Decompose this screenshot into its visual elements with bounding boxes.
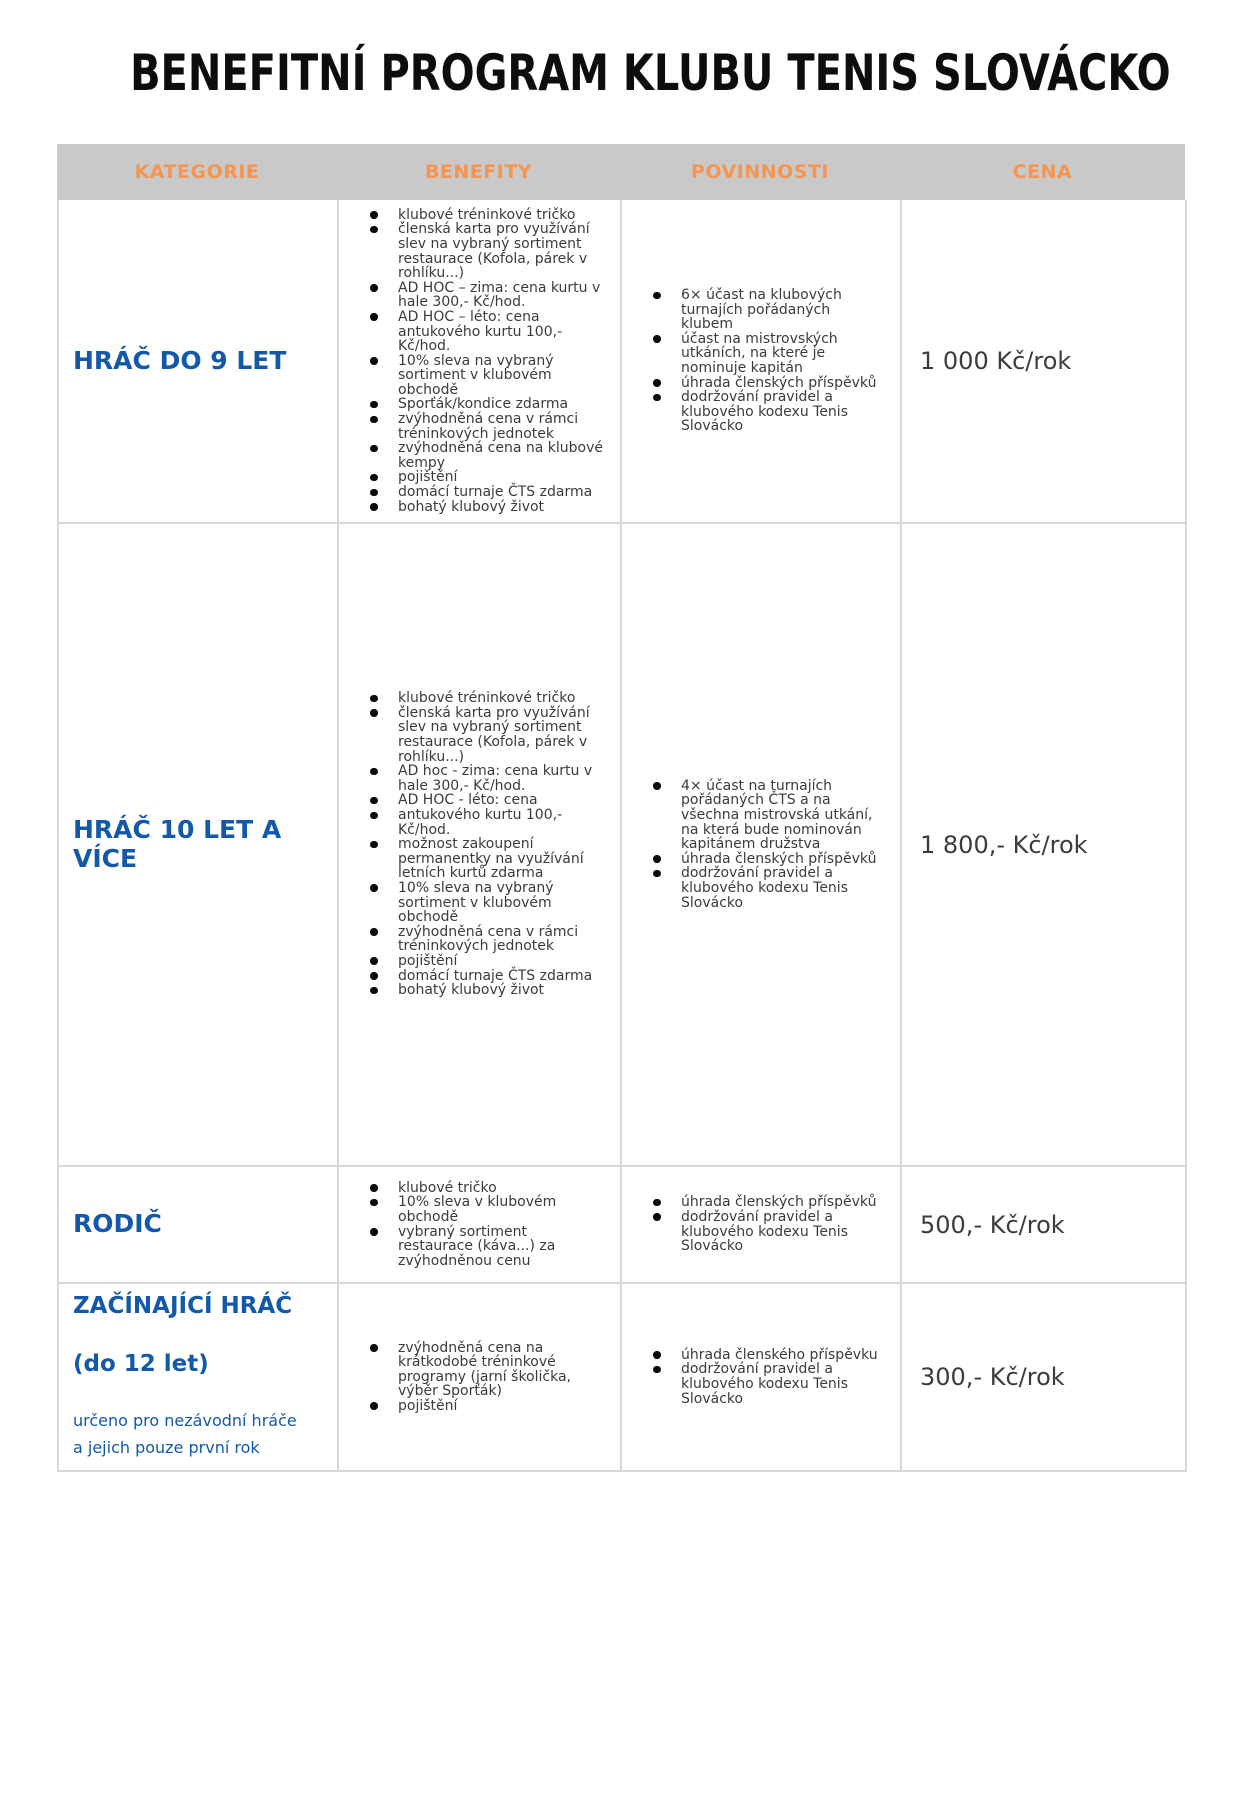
price-cell bbox=[902, 200, 1187, 524]
page-title: BENEFITNÍ PROGRAM KLUBU TENIS SLOVÁCKO bbox=[130, 44, 1171, 102]
benefit-item: klubové tréninkové tričko bbox=[369, 208, 604, 223]
duty-item: účast na mistrovských utkáních, na které je nominuje kapitán bbox=[652, 332, 884, 376]
benefit-item: pojištění bbox=[369, 1399, 604, 1414]
benefit-item: bohatý klubový život bbox=[369, 983, 604, 998]
benefit-item: členská karta pro využívání slev na vybraný sortiment restaurace (Kofola, párek v rohlíku...) bbox=[369, 706, 604, 764]
category-label: HRÁČ 10 LET A VÍCE bbox=[73, 814, 282, 873]
duties-cell bbox=[622, 1284, 902, 1472]
benefit-item: zvýhodněná cena v rámci tréninkových jednotek bbox=[369, 925, 604, 954]
duties-cell bbox=[622, 1167, 902, 1284]
benefits-cell bbox=[339, 1167, 622, 1284]
benefit-item: Sporťák/kondice zdarma bbox=[369, 397, 604, 412]
duty-item: úhrada členského příspěvku bbox=[652, 1348, 884, 1363]
duty-item: 6× účast na klubových turnajích pořádaných klubem bbox=[652, 288, 884, 332]
duties-list bbox=[622, 1191, 900, 1257]
duties-list bbox=[622, 1344, 900, 1410]
table-header-row bbox=[57, 144, 1185, 200]
benefit-item: 10% sleva na vybraný sortiment v klubovém obchodě bbox=[369, 881, 604, 925]
benefit-item: AD hoc - zima: cena kurtu v hale 300,- Kč/hod. bbox=[369, 764, 604, 793]
duty-item: úhrada členských příspěvků bbox=[652, 1195, 884, 1210]
category-block bbox=[59, 1285, 337, 1469]
benefit-item: 10% sleva v klubovém obchodě bbox=[369, 1195, 604, 1224]
category-note-line: a jejich pouze první rok bbox=[73, 1438, 260, 1457]
table-header-povinnosti: POVINNOSTI bbox=[690, 161, 829, 183]
benefits-list bbox=[339, 1177, 620, 1273]
price-value: 1 800,- Kč/rok bbox=[920, 830, 1088, 859]
benefit-item: možnost zakoupení permanentky na využívání letních kurtů zdarma bbox=[369, 837, 604, 881]
category-sublabel: (do 12 let) bbox=[73, 1351, 209, 1377]
table-header-cena: CENA bbox=[1012, 161, 1073, 183]
duty-item: dodržování pravidel a klubového kodexu Tenis Slovácko bbox=[652, 1362, 884, 1406]
benefit-item: zvýhodněná cena v rámci tréninkových jednotek bbox=[369, 412, 604, 441]
benefit-item: zvýhodněná cena na krátkodobé tréninkové programy (jarní školička, výběr Sporťák) bbox=[369, 1341, 604, 1399]
price-cell bbox=[902, 1284, 1187, 1472]
table-row bbox=[57, 200, 1185, 524]
duties-cell bbox=[622, 524, 902, 1167]
benefit-item: bohatý klubový život bbox=[369, 500, 604, 515]
table-header-kategorie: KATEGORIE bbox=[134, 161, 260, 183]
benefit-item: členská karta pro využívání slev na vybraný sortiment restaurace (Kofola, párek v rohlíku...) bbox=[369, 222, 604, 280]
benefit-item: AD HOC – zima: cena kurtu v hale 300,- Kč/hod. bbox=[369, 281, 604, 310]
duty-item: 4× účast na turnajích pořádaných ČTS a na všechna mistrovská utkání, na která bude nominován kapitánem družstva bbox=[652, 779, 884, 852]
duties-list bbox=[622, 284, 900, 438]
price-value: 1 000 Kč/rok bbox=[920, 347, 1072, 375]
category-label: ZAČÍNAJÍCÍ HRÁČ bbox=[73, 1293, 293, 1319]
price-value: 500,- Kč/rok bbox=[920, 1210, 1065, 1239]
category-note bbox=[73, 1407, 327, 1461]
table-row bbox=[57, 1284, 1185, 1472]
benefit-item: antukového kurtu 100,- Kč/hod. bbox=[369, 808, 604, 837]
table-header-benefity: BENEFITY bbox=[424, 161, 533, 183]
duty-item: úhrada členských příspěvků bbox=[652, 376, 884, 391]
benefits-list bbox=[339, 1337, 620, 1418]
benefit-item: 10% sleva na vybraný sortiment v klubovém obchodě bbox=[369, 354, 604, 398]
benefits-cell bbox=[339, 200, 622, 524]
benefits-list bbox=[339, 687, 620, 1001]
benefit-item: zvýhodněná cena na klubové kempy bbox=[369, 441, 604, 470]
duties-cell bbox=[622, 200, 902, 524]
duty-item: dodržování pravidel a klubového kodexu Tenis Slovácko bbox=[652, 866, 884, 910]
benefit-item: AD HOC - léto: cena bbox=[369, 793, 604, 808]
category-label: RODIČ bbox=[73, 1209, 162, 1239]
benefit-item: vybraný sortiment restaurace (káva...) za zvýhodněnou cenu bbox=[369, 1225, 604, 1269]
duty-item: dodržování pravidel a klubového kodexu Tenis Slovácko bbox=[652, 1210, 884, 1254]
benefit-item: pojištění bbox=[369, 954, 604, 969]
benefits-cell bbox=[339, 524, 622, 1167]
price-cell bbox=[902, 524, 1187, 1167]
duty-item: dodržování pravidel a klubového kodexu Tenis Slovácko bbox=[652, 390, 884, 434]
category-cell bbox=[59, 1167, 339, 1284]
duties-list bbox=[622, 775, 900, 914]
table-row bbox=[57, 1167, 1185, 1284]
benefits-list bbox=[339, 204, 620, 518]
benefits-cell bbox=[339, 1284, 622, 1472]
benefit-item: AD HOC – léto: cena antukového kurtu 100,- Kč/hod. bbox=[369, 310, 604, 354]
benefit-table bbox=[57, 144, 1185, 1472]
category-cell bbox=[59, 1284, 339, 1472]
benefit-item: domácí turnaje ČTS zdarma bbox=[369, 969, 604, 984]
table-row bbox=[57, 524, 1185, 1167]
category-cell bbox=[59, 524, 339, 1167]
category-label: HRÁČ DO 9 LET bbox=[73, 345, 287, 375]
title-bar bbox=[0, 44, 1241, 106]
benefit-item: pojištění bbox=[369, 470, 604, 485]
benefit-item: klubové tréninkové tričko bbox=[369, 691, 604, 706]
category-cell bbox=[59, 200, 339, 524]
price-cell bbox=[902, 1167, 1187, 1284]
duty-item: úhrada členských příspěvků bbox=[652, 852, 884, 867]
category-note-line: určeno pro nezávodní hráče bbox=[73, 1411, 297, 1430]
price-value: 300,- Kč/rok bbox=[920, 1363, 1065, 1391]
benefit-item: domácí turnaje ČTS zdarma bbox=[369, 485, 604, 500]
benefit-item: klubové tričko bbox=[369, 1181, 604, 1196]
